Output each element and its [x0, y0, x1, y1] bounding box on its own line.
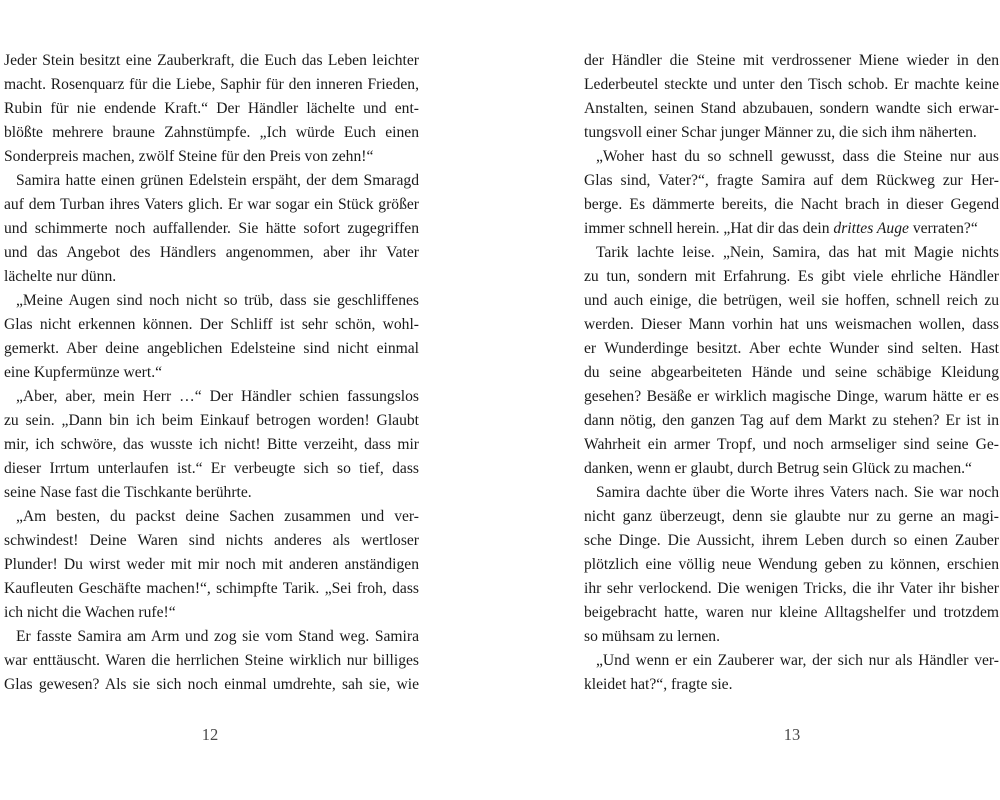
- text-line: Glas nicht erkennen können. Der Schliff ist sehr schön, wohl-: [4, 316, 419, 333]
- text-line-with-emphasis: [584, 217, 999, 241]
- text-line: Sonderpreis machen, zwölf Steine für den Preis von zehn!“: [4, 148, 374, 165]
- text-line: gesehen? Besäße er wirklich magische Dinge, warum hätte er es: [584, 388, 999, 405]
- text-line: Glas sind, Vater?“, fragte Samira auf dem Rückweg zur Her-: [584, 172, 999, 189]
- text-line: blößte mehrere braune Zahnstümpfe. „Ich würde Euch einen: [4, 124, 419, 141]
- text-line: Plunder! Du wirst weder mit mir noch mit anderen anständigen: [4, 556, 419, 573]
- text-line: Jeder Stein besitzt eine Zauberkraft, die Euch das Leben leichter: [4, 52, 419, 69]
- text-line: „Aber, aber, mein Herr …“ Der Händler schien fassungslos: [16, 388, 419, 405]
- text-line: nicht ganz überzeugt, denn sie glaubte nur zu gerne an magi-: [584, 508, 999, 525]
- text-line: seine Nase fast die Tischkante berührte.: [4, 484, 252, 501]
- text-line: lächelte nur dünn.: [4, 268, 117, 285]
- text-line: beigebracht hatte, waren nur kleine Alltagshelfer und trotzdem: [584, 604, 999, 621]
- text-line: er Wunderdinge besitzt. Aber echte Wunder sind selten. Hast: [584, 340, 999, 357]
- text-line: gemerkt. Aber deine angeblichen Edelsteine sind nicht einmal: [4, 340, 419, 357]
- text-fragment: verraten?“: [908, 220, 978, 237]
- text-line: danken, wenn er glaubt, durch Betrug sein Glück zu machen.“: [584, 460, 972, 477]
- text-line: zu sein. „Dann bin ich beim Einkauf betrogen worden! Glaubt: [4, 412, 419, 429]
- text-line: Wahrheit ein armer Tropf, und noch armseliger sind seine Ge-: [584, 436, 999, 453]
- text-line: Anstalten, seinen Stand abzubauen, sondern wandte sich erwar-: [584, 100, 999, 117]
- text-line: Tarik lachte leise. „Nein, Samira, das hat mit Magie nichts: [596, 244, 999, 261]
- text-line: Kaufleuten Geschäfte machen!“, schimpfte Tarik. „Sei froh, dass: [4, 580, 419, 597]
- left-page: [4, 49, 419, 749]
- text-line: ihr sehr verlockend. Die wenigen Tricks, die ihr Vater ihr bisher: [584, 580, 999, 597]
- right-page: [584, 49, 999, 749]
- text-line: Lederbeutel steckte und unter den Tisch schob. Er machte keine: [584, 76, 999, 93]
- text-line: und das Angebot des Händlers angenommen, aber ihr Vater: [4, 244, 419, 261]
- text-line: Glas gewesen? Als sie sich noch einmal umdrehte, sah sie, wie: [4, 676, 419, 693]
- text-line: der Händler die Steine mit verdrossener Miene wieder in den: [584, 52, 999, 69]
- text-line: sche Dinge. Die Aussicht, ihrem Leben durch so einen Zauber: [584, 532, 999, 549]
- page-number-left: 12: [201, 725, 219, 744]
- page-number-right: 13: [783, 725, 801, 744]
- text-line: eine Kupfermünze wert.“: [4, 364, 163, 381]
- text-line: „Und wenn er ein Zauberer war, der sich nur als Händler ver-: [596, 652, 999, 669]
- text-line: macht. Rosenquarz für die Liebe, Saphir für den inneren Frieden,: [4, 76, 419, 93]
- text-line: auf dem Turban ihres Vaters glich. Er war sogar ein Stück größer: [4, 196, 419, 213]
- emphasis-text: drittes Auge: [833, 220, 909, 237]
- text-line: ich nicht die Wachen rufe!“: [4, 604, 176, 621]
- text-line: und schimmerte noch auffallender. Sie hätte sofort zugegriffen: [4, 220, 419, 237]
- text-line: schwindest! Deine Waren sind nichts anderes als wertloser: [4, 532, 419, 549]
- text-line: „Am besten, du packst deine Sachen zusammen und ver-: [16, 508, 419, 525]
- text-line: dieser Irrtum unterlaufen ist.“ Er verbeugte sich so tief, dass: [4, 460, 419, 477]
- text-line: Rubin für nie endende Kraft.“ Der Händler lächelte und ent-: [4, 100, 419, 117]
- text-line: berge. Es dämmerte bereits, die Nacht brach in dieser Gegend: [584, 196, 999, 213]
- text-line: Samira hatte einen grünen Edelstein erspäht, der dem Smaragd: [16, 172, 419, 189]
- text-line: Samira dachte über die Worte ihres Vaters nach. Sie war noch: [596, 484, 999, 501]
- text-line: werden. Dieser Mann vorhin hat uns weismachen wollen, dass: [584, 316, 999, 333]
- text-line: kleidet hat?“, fragte sie.: [584, 676, 733, 693]
- text-line: „Woher hast du so schnell gewusst, dass die Steine nur aus: [596, 148, 999, 165]
- text-line: du seine abgearbeiteten Hände und seine schäbige Kleidung: [584, 364, 999, 381]
- text-line: war enttäuscht. Waren die herrlichen Steine wirklich nur billiges: [4, 652, 419, 669]
- text-line: so mühsam zu lernen.: [584, 628, 720, 645]
- text-line: mir, ich schwöre, das wusste ich nicht! Bitte verzeiht, dass mir: [4, 436, 419, 453]
- text-line: zu tun, sondern mit Erfahrung. Es gibt viele ehrliche Händler: [584, 268, 999, 285]
- text-line: tungsvoll einer Schar junger Männer zu, die sich ihm näherten.: [584, 124, 977, 141]
- text-line: Er fasste Samira am Arm und zog sie vom Stand weg. Samira: [16, 628, 419, 645]
- text-line: plötzlich eine völlig neue Wendung geben zu können, erschien: [584, 556, 999, 573]
- text-line: und auch einige, die betrügen, weil sie hoffen, schnell reich zu: [584, 292, 999, 309]
- text-line: dann nötig, den ganzen Tag auf dem Markt zu stehen? Er ist in: [584, 412, 999, 429]
- text-fragment: immer schnell herein. „Hat dir das dein: [584, 220, 834, 237]
- text-line: „Meine Augen sind noch nicht so trüb, dass sie geschliffenes: [16, 292, 419, 309]
